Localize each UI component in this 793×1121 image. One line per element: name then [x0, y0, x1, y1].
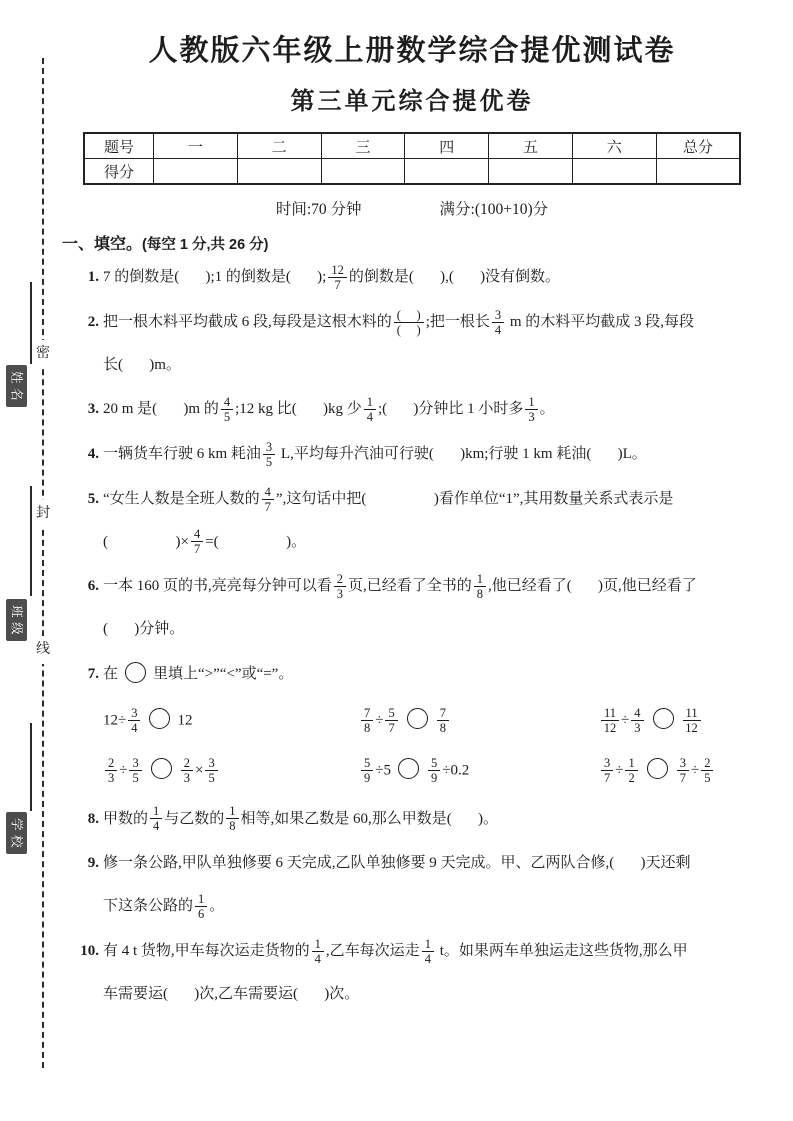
- fraction-numerator: 5: [385, 706, 397, 721]
- score-table-col-header: 总分: [656, 133, 740, 159]
- question-body: [103, 666, 293, 682]
- seal-char-xian: 线: [35, 636, 51, 664]
- section-one-note: (每空 1 分,共 26 分): [142, 237, 269, 253]
- text-run: ÷: [621, 712, 630, 729]
- text-run: 。: [539, 401, 555, 418]
- text-run: “女生人数是全班人数的: [103, 490, 260, 507]
- class-write-line: [30, 486, 32, 596]
- fraction-denominator: 9: [364, 771, 371, 785]
- fraction: [195, 892, 207, 921]
- fraction-numerator: 1: [422, 937, 434, 952]
- section-one-title: 一、填空。: [62, 236, 143, 253]
- score-cell: [154, 159, 238, 185]
- fraction-denominator: 5: [132, 771, 139, 785]
- fraction-denominator: 7: [193, 542, 201, 557]
- text-run: m 的木料平均截成 3 段,每段: [506, 313, 695, 330]
- fraction-numerator: 1: [525, 395, 537, 410]
- question-body: [103, 936, 688, 1002]
- fraction: [474, 572, 486, 601]
- fraction-denominator: 5: [223, 410, 231, 424]
- fraction-numerator: 7: [361, 706, 373, 721]
- text-run: 一本 160 页的书,亮亮每分钟可以看: [103, 578, 332, 595]
- text-run: ( )分钟。: [103, 621, 185, 637]
- fraction-denominator: 12: [603, 721, 617, 735]
- fraction-numerator: 4: [221, 395, 233, 410]
- score-cell: [321, 159, 405, 185]
- text-run: 把一根木料平均截成 6 段,每段是这根木料的: [103, 313, 392, 330]
- text-run: =( )。: [205, 533, 307, 550]
- seal-dashed-line: [42, 58, 44, 1068]
- fraction-numerator: 3: [677, 756, 689, 771]
- class-label-badge: [6, 599, 27, 641]
- text-run: 。: [209, 898, 225, 914]
- fraction: [105, 756, 117, 785]
- fraction-denominator: 5: [704, 771, 711, 785]
- score-cell: [572, 159, 656, 185]
- fraction-numerator: 1: [226, 804, 238, 819]
- time-score-line: [62, 197, 762, 219]
- fraction-numerator: 5: [428, 756, 440, 771]
- score-table-col-header: 六: [572, 133, 656, 159]
- question-body: [103, 572, 697, 637]
- fraction-denominator: 8: [439, 721, 446, 735]
- paper-content: [62, 18, 762, 1017]
- fraction-numerator: 1: [150, 804, 162, 819]
- fraction-denominator: 8: [229, 819, 236, 834]
- question-number: 3.: [87, 401, 99, 418]
- fraction-denominator: 7: [334, 277, 341, 292]
- text-run: ÷: [690, 762, 700, 779]
- badge-char: 级: [9, 622, 24, 635]
- fraction: [364, 395, 376, 424]
- text-run: 在: [103, 665, 119, 682]
- question-9: [62, 842, 762, 928]
- fraction-numerator: 4: [631, 706, 643, 721]
- question-number: 10.: [80, 942, 99, 959]
- fraction-numerator: ( ): [394, 308, 424, 323]
- badge-char: 名: [9, 388, 24, 401]
- fraction-denominator: 3: [336, 587, 344, 601]
- fraction: [334, 572, 346, 601]
- fraction-denominator: 7: [679, 771, 686, 785]
- fraction-denominator: 7: [264, 499, 271, 514]
- fraction-numerator: 11: [601, 706, 619, 721]
- seal-char-mi: 密: [35, 340, 51, 368]
- text-run: ;( )分钟比 1 小时多: [378, 401, 524, 418]
- score-table-header-row: [84, 133, 740, 159]
- fraction-denominator: 3: [183, 771, 190, 785]
- fraction-denominator: 6: [198, 906, 205, 921]
- fraction: [492, 308, 504, 337]
- score-table-col-header: 二: [237, 133, 321, 159]
- fraction: [262, 485, 274, 514]
- question-body: [103, 855, 691, 921]
- name-label-badge: [6, 365, 27, 407]
- text-run: ÷: [375, 712, 384, 729]
- text-run: 修一条公路,甲队单独修要 6 天完成,乙队单独修要 9 天完成。甲、乙两队合修,( )天还剩: [103, 855, 691, 872]
- fraction-numerator: 3: [492, 308, 504, 323]
- fraction: [422, 937, 434, 966]
- fraction-numerator: 2: [334, 572, 346, 587]
- fraction: [150, 804, 162, 833]
- text-run: 相等,如果乙数是 60,那么甲数是( )。: [240, 810, 499, 827]
- text-run: ( )×: [103, 533, 189, 550]
- paper-title: 人教版六年级上册数学综合提优测试卷: [148, 35, 676, 67]
- comparison-expression: [599, 756, 762, 785]
- fraction-denominator: 7: [388, 721, 395, 735]
- fraction: [385, 706, 397, 735]
- badge-char: 姓: [9, 371, 24, 384]
- time-limit-label: 时间:70 分钟: [275, 201, 362, 218]
- text-run: 下这条公路的: [103, 898, 194, 914]
- question-body: [103, 484, 674, 557]
- question-number: 5.: [87, 490, 99, 507]
- comparison-circle: [647, 758, 668, 779]
- text-run: 长( )m。: [103, 356, 181, 373]
- fraction-numerator: 1: [364, 395, 376, 410]
- question-number: 2.: [87, 313, 99, 330]
- fraction-denominator: 3: [108, 771, 115, 785]
- fraction: [129, 756, 141, 785]
- fraction-numerator: 3: [128, 706, 140, 721]
- fraction: [437, 706, 449, 735]
- question-7: [62, 653, 762, 796]
- fraction-numerator: 3: [205, 756, 217, 771]
- comparison-circle: [125, 662, 146, 683]
- question-8: [62, 798, 762, 841]
- question-2: [62, 301, 762, 387]
- comparison-row: [103, 696, 762, 746]
- fraction: [677, 756, 689, 785]
- text-run: 有 4 t 货物,甲车每次运走货物的: [103, 942, 310, 959]
- score-table-col-header: 五: [489, 133, 573, 159]
- fraction-numerator: 1: [195, 892, 207, 907]
- fraction-denominator: 12: [685, 721, 698, 735]
- fraction-numerator: 12: [328, 263, 347, 278]
- text-run: 里填上“>”“<”或“=”。: [153, 665, 294, 682]
- text-run: ÷5: [375, 762, 391, 779]
- fraction: [226, 804, 238, 833]
- fraction: [683, 706, 701, 735]
- fraction-numerator: 1: [474, 572, 486, 587]
- fraction: [221, 395, 233, 424]
- text-run: ,他已经看了( )页,他已经看了: [488, 578, 697, 595]
- fraction: [361, 706, 373, 735]
- fraction: [181, 756, 193, 785]
- question-number: 8.: [87, 810, 99, 827]
- fraction-denominator: 4: [314, 951, 321, 966]
- text-run: 页,已经看了全书的: [348, 578, 472, 595]
- fraction-numerator: 2: [105, 756, 117, 771]
- score-table-corner-label: 题号: [84, 133, 154, 159]
- score-table-score-label: 得分: [84, 159, 154, 185]
- score-table-col-header: 四: [405, 133, 489, 159]
- school-label-badge: [6, 812, 27, 854]
- fraction-numerator: 2: [181, 756, 193, 771]
- fraction-numerator: 5: [361, 756, 373, 771]
- fraction: [205, 756, 217, 785]
- fraction: [625, 756, 637, 785]
- question-body: [103, 804, 499, 834]
- seal-char-feng: 封: [35, 500, 51, 528]
- fraction-denominator: 2: [628, 771, 635, 785]
- question-3: [62, 388, 762, 431]
- text-run: ÷0.2: [442, 762, 470, 779]
- score-table: [83, 132, 741, 185]
- text-run: 12÷: [103, 712, 127, 729]
- question-6: [62, 565, 762, 651]
- question-4: [62, 433, 762, 476]
- fraction-numerator: 3: [129, 756, 141, 771]
- text-run: 12: [177, 712, 193, 729]
- section-one-heading: [62, 231, 762, 254]
- text-run: ×: [194, 762, 204, 779]
- comparison-circle: [653, 708, 674, 729]
- text-run: ”,这句话中把( )看作单位“1”,其用数量关系式表示是: [275, 490, 674, 507]
- question-body: [103, 439, 647, 469]
- fraction-denominator: 5: [208, 771, 215, 785]
- fraction-denominator: 4: [366, 410, 373, 424]
- question-10: [62, 930, 762, 1016]
- badge-char: 班: [9, 605, 24, 618]
- fraction-denominator: 3: [634, 721, 641, 735]
- question-body: [103, 307, 695, 373]
- score-table-col-header: 一: [154, 133, 238, 159]
- question-number: 1.: [87, 269, 99, 285]
- score-cell: [405, 159, 489, 185]
- badge-char: 学: [9, 818, 24, 831]
- text-run: 的倒数是( ),( )没有倒数。: [348, 269, 561, 285]
- text-run: ,乙车每次运走: [325, 942, 420, 959]
- fraction-numerator: 3: [263, 440, 275, 455]
- fraction-numerator: 11: [683, 706, 701, 721]
- comparison-expression: [359, 756, 599, 785]
- text-run: ÷: [119, 762, 128, 779]
- comparison-circle: [151, 758, 172, 779]
- fraction-numerator: 3: [601, 756, 613, 771]
- text-run: 甲数的: [103, 810, 149, 827]
- question-5: [62, 478, 762, 564]
- fraction-denominator: ( ): [396, 322, 421, 337]
- fraction: [631, 706, 643, 735]
- fraction: [312, 937, 324, 966]
- text-run: ;把一根长: [425, 313, 490, 330]
- score-cell: [656, 159, 740, 185]
- fraction: [525, 395, 537, 424]
- fraction: [601, 756, 613, 785]
- comparison-expression: [599, 706, 762, 735]
- questions-list: [62, 256, 762, 1015]
- school-write-line: [30, 723, 32, 811]
- score-table-score-row: [84, 159, 740, 185]
- comparison-circle: [407, 708, 428, 729]
- full-score-label: 满分:(100+10)分: [439, 201, 549, 218]
- fraction-denominator: 3: [528, 410, 535, 424]
- score-table-col-header: 三: [321, 133, 405, 159]
- fraction-numerator: 1: [625, 756, 637, 771]
- question-1: [62, 256, 762, 299]
- fraction: [128, 706, 140, 735]
- paper-subtitle: 第三单元综合提优卷: [290, 88, 534, 115]
- fraction-numerator: 1: [312, 937, 324, 952]
- text-run: t。如果两车单独运走这些货物,那么甲: [435, 942, 688, 959]
- text-run: 20 m 是( )m 的: [103, 401, 219, 418]
- comparison-expression: [359, 706, 599, 735]
- comparison-circle: [149, 708, 170, 729]
- comparison-row: [103, 746, 762, 796]
- text-run: L,平均每升汽油可行驶( )km;行驶 1 km 耗油( )L。: [277, 446, 647, 462]
- fraction: [394, 308, 424, 337]
- text-run: 车需要运( )次,乙车需要运( )次。: [103, 985, 360, 1002]
- comparison-expression: [103, 706, 359, 735]
- text-run: 一辆货车行驶 6 km 耗油: [103, 446, 261, 462]
- fraction-denominator: 4: [153, 819, 160, 834]
- fraction: [328, 263, 347, 292]
- text-run: ;12 kg 比( )kg 少: [235, 401, 362, 418]
- fraction-numerator: 4: [262, 485, 274, 500]
- fraction-numerator: 4: [191, 527, 203, 542]
- score-cell: [489, 159, 573, 185]
- fraction: [601, 706, 619, 735]
- fraction: [361, 756, 373, 785]
- fraction-denominator: 4: [494, 322, 502, 337]
- fraction: [191, 527, 203, 556]
- fraction-numerator: 2: [701, 756, 713, 771]
- question-number: 6.: [87, 578, 99, 595]
- text-run: 与乙数的: [164, 810, 225, 827]
- fraction-denominator: 4: [424, 951, 431, 966]
- text-run: 7 的倒数是( );1 的倒数是( );: [103, 269, 327, 285]
- comparison-circle: [398, 758, 419, 779]
- fraction-denominator: 8: [364, 721, 371, 735]
- badge-char: 校: [9, 835, 24, 848]
- text-run: ÷: [615, 762, 624, 779]
- score-cell: [237, 159, 321, 185]
- name-write-line: [30, 282, 32, 364]
- fraction: [263, 440, 275, 469]
- fraction: [428, 756, 440, 785]
- question-body: [103, 262, 561, 292]
- question-number: 7.: [87, 665, 99, 682]
- question-body: [103, 395, 555, 424]
- fraction-numerator: 7: [437, 706, 449, 721]
- fraction: [701, 756, 713, 785]
- fraction-denominator: 5: [265, 454, 273, 469]
- fraction-denominator: 8: [476, 587, 484, 601]
- fraction-denominator: 7: [604, 771, 611, 785]
- comparison-expression: [103, 756, 359, 785]
- question-number: 4.: [87, 446, 99, 462]
- fraction-denominator: 9: [430, 771, 438, 785]
- fraction-denominator: 4: [131, 721, 138, 735]
- score-table-body: [84, 133, 740, 184]
- question-number: 9.: [87, 855, 99, 872]
